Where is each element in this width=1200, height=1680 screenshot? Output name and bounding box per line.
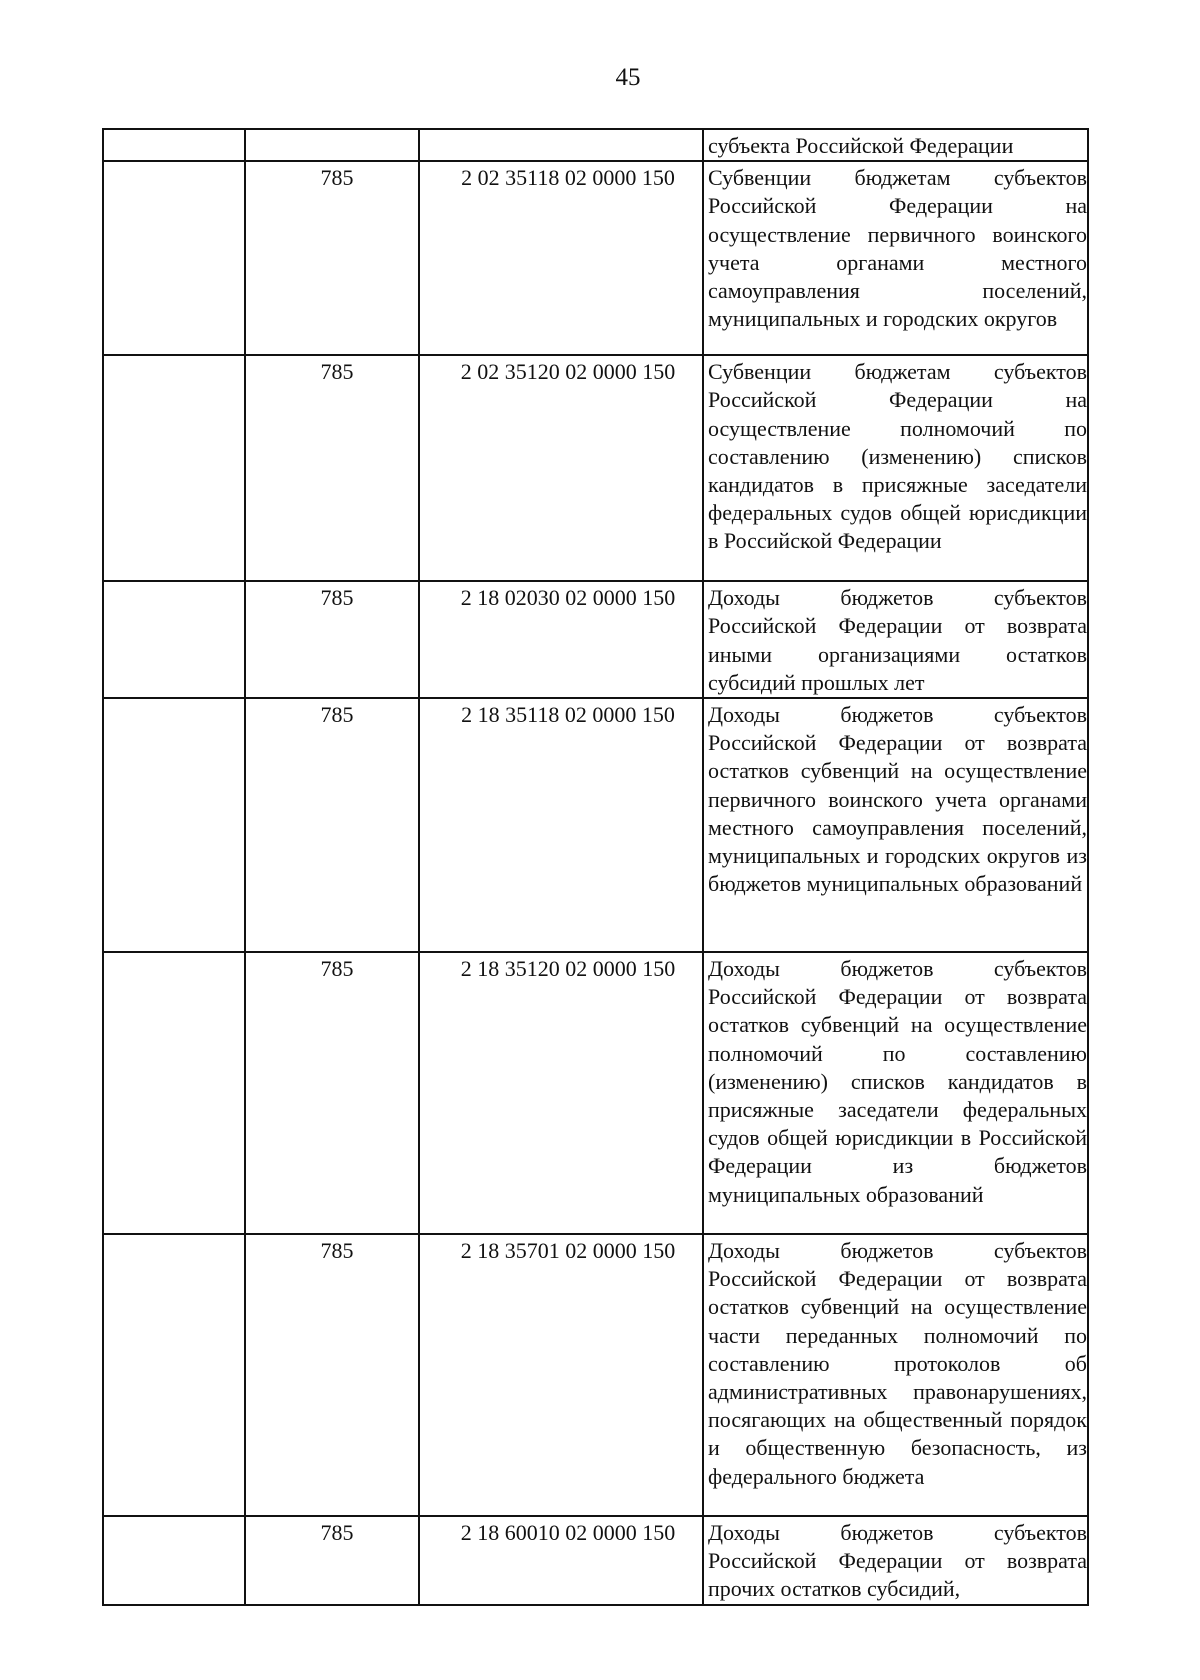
description-cell: Доходы бюджетов субъектов Российской Федерации от возврата прочих остатков субсидий, — [703, 1516, 1088, 1605]
empty-cell — [245, 129, 419, 161]
table-row — [103, 161, 1088, 355]
kbk-code-cell: 2 18 35118 02 0000 150 — [419, 698, 703, 952]
admin-code-cell: 785 — [245, 698, 419, 952]
budget-classification-table — [102, 128, 1089, 1606]
table-row-continuation — [103, 129, 1088, 161]
empty-cell — [103, 1516, 245, 1605]
empty-cell — [103, 581, 245, 698]
empty-cell — [103, 129, 245, 161]
table-row — [103, 581, 1088, 698]
admin-code-cell: 785 — [245, 1516, 419, 1605]
admin-code-cell: 785 — [245, 952, 419, 1234]
kbk-code-cell: 2 02 35118 02 0000 150 — [419, 161, 703, 355]
admin-code-cell: 785 — [245, 355, 419, 581]
description-cell: Субвенции бюджетам субъектов Российской Федерации на осуществление первичного воинского учета органами местного самоуправления поселений, муниципальных и городских округов — [703, 161, 1088, 355]
admin-code-cell: 785 — [245, 581, 419, 698]
kbk-code-cell: 2 18 35120 02 0000 150 — [419, 952, 703, 1234]
table-row — [103, 698, 1088, 952]
description-cell: Доходы бюджетов субъектов Российской Федерации от возврата остатков субвенций на осуществление полномочий по составлению (изменению) списков кандидатов в присяжные заседатели федеральных судов общей юрисдикции в Российской Федерации из бюджетов муниципальных образований — [703, 952, 1088, 1234]
table-row — [103, 1234, 1088, 1516]
table-row — [103, 952, 1088, 1234]
empty-cell — [103, 952, 245, 1234]
empty-cell — [103, 355, 245, 581]
empty-cell — [419, 129, 703, 161]
kbk-code-cell: 2 18 35701 02 0000 150 — [419, 1234, 703, 1516]
empty-cell — [103, 698, 245, 952]
kbk-code-cell: 2 18 60010 02 0000 150 — [419, 1516, 703, 1605]
description-cell: Доходы бюджетов субъектов Российской Федерации от возврата остатков субвенций на осуществление первичного воинского учета органами местного самоуправления поселений, муниципальных и городских округов из бюджетов муниципальных образований — [703, 698, 1088, 952]
description-cell: Субвенции бюджетам субъектов Российской Федерации на осуществление полномочий по составлению (изменению) списков кандидатов в присяжные заседатели федеральных судов общей юрисдикции в Российской Федерации — [703, 355, 1088, 581]
table-row — [103, 355, 1088, 581]
kbk-code-cell: 2 02 35120 02 0000 150 — [419, 355, 703, 581]
table-row — [103, 1516, 1088, 1605]
empty-cell — [103, 1234, 245, 1516]
description-cell: Доходы бюджетов субъектов Российской Федерации от возврата иными организациями остатков субсидий прошлых лет — [703, 581, 1088, 698]
kbk-code-cell: 2 18 02030 02 0000 150 — [419, 581, 703, 698]
description-cell: субъекта Российской Федерации — [703, 129, 1088, 161]
empty-cell — [103, 161, 245, 355]
admin-code-cell: 785 — [245, 1234, 419, 1516]
admin-code-cell: 785 — [245, 161, 419, 355]
description-cell: Доходы бюджетов субъектов Российской Федерации от возврата остатков субвенций на осуществление части переданных полномочий по составлению протоколов об административных правонарушениях, посягающих на общественный порядок и общественную безопасность, из федерального бюджета — [703, 1234, 1088, 1516]
page-number: 45 — [615, 64, 641, 91]
